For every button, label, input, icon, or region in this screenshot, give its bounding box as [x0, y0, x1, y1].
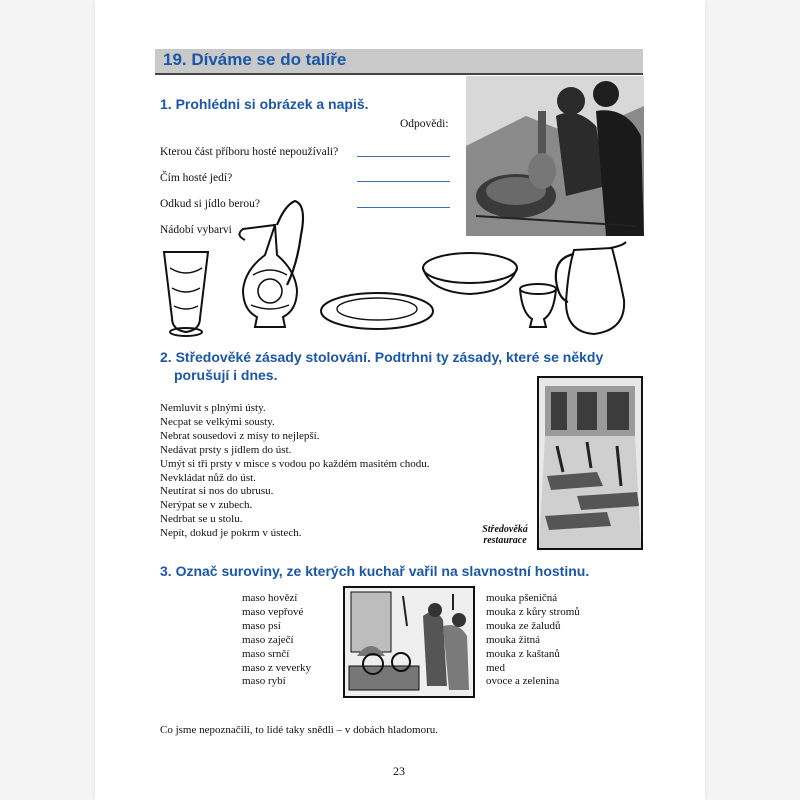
rule-item[interactable]: Nebrat sousedovi z mísy to nejlepší. — [160, 429, 320, 442]
ingredient-item[interactable]: maso vepřové — [242, 605, 304, 618]
ingredient-item[interactable]: maso z veverky — [242, 661, 312, 674]
rule-item[interactable]: Necpat se velkými sousty. — [160, 415, 275, 428]
restaurace-illustration — [537, 376, 643, 550]
ingredient-item[interactable]: maso hovězí — [242, 592, 298, 604]
title-bar — [155, 49, 643, 75]
meat-list — [242, 592, 311, 689]
color-task: Nádobí vybarvi — [160, 224, 232, 236]
question-1: Kterou část příboru hosté nepoužívali? — [160, 146, 339, 158]
rule-item[interactable]: Nedrbat se u stolu. — [160, 513, 243, 526]
answer-line-3[interactable] — [357, 207, 450, 208]
jug-icon — [235, 195, 310, 335]
kitchen-illustration — [343, 586, 475, 698]
ingredient-item[interactable]: mouka z kůry stromů — [486, 605, 580, 618]
ingredient-item[interactable]: maso zaječí — [242, 633, 294, 646]
caption-line-2: restaurace — [483, 535, 527, 546]
ingredient-item[interactable]: mouka pšeničná — [486, 592, 558, 604]
goblet-icon — [160, 248, 212, 338]
section3-heading: 3. Označ suroviny, ze kterých kuchař vařil na slavnostní hostinu. — [160, 563, 590, 579]
feast-illustration — [466, 76, 644, 236]
rule-item[interactable]: Nevkládat nůž do úst. — [160, 471, 256, 484]
section2-heading-line2: porušují i dnes. — [174, 367, 278, 383]
section2-heading-line1: 2. Středověké zásady stolování. Podtrhni ty zásady, které se někdy — [160, 349, 604, 365]
ingredient-item[interactable]: mouka z kaštanů — [486, 647, 560, 660]
rule-item[interactable]: Neutírat si nos do ubrusu. — [160, 485, 274, 498]
section1-heading: 1. Prohlédni si obrázek a napiš. — [160, 96, 369, 112]
ingredient-item[interactable]: maso rybí — [242, 675, 286, 688]
ingredient-item[interactable]: mouka ze žaludů — [486, 619, 561, 632]
rule-item[interactable]: Umýt si tři prsty v misce s vodou po každém masitém chodu. — [160, 457, 430, 470]
rule-item[interactable]: Nerýpat se v zubech. — [160, 499, 253, 512]
rules-list — [160, 402, 429, 541]
restaurace-caption — [472, 524, 538, 546]
footnote: Co jsme nepoznačili, to lidé taky snědli – v dobách hladomoru. — [160, 724, 438, 736]
rule-item[interactable]: Nedávat prsty s jídlem do úst. — [160, 443, 292, 456]
rule-item[interactable]: Nepít, dokud je pokrm v ústech. — [160, 527, 302, 540]
ingredient-item[interactable]: maso psí — [242, 619, 281, 632]
ingredient-item[interactable]: ovoce a zelenina — [486, 675, 560, 688]
rule-item[interactable]: Nemluvit s plnými ústy. — [160, 402, 266, 414]
answer-line-1[interactable] — [357, 156, 450, 157]
ingredient-item[interactable]: maso srnčí — [242, 647, 290, 660]
answers-label: Odpovědi: — [400, 118, 449, 130]
ingredient-item[interactable]: med — [486, 661, 505, 674]
ingredient-item[interactable]: mouka žitná — [486, 633, 541, 646]
pitcher-icon — [552, 240, 634, 338]
plate-icon — [318, 290, 436, 332]
answer-line-2[interactable] — [357, 181, 450, 182]
page-number: 23 — [393, 764, 405, 778]
question-2: Čím hosté jedí? — [160, 172, 233, 184]
caption-line-1: Středověká — [482, 524, 528, 535]
question-3: Odkud si jídlo berou? — [160, 198, 260, 210]
page-title: 19. Díváme se do talíře — [163, 50, 347, 69]
bowl-icon — [420, 250, 520, 296]
other-list — [486, 592, 580, 689]
